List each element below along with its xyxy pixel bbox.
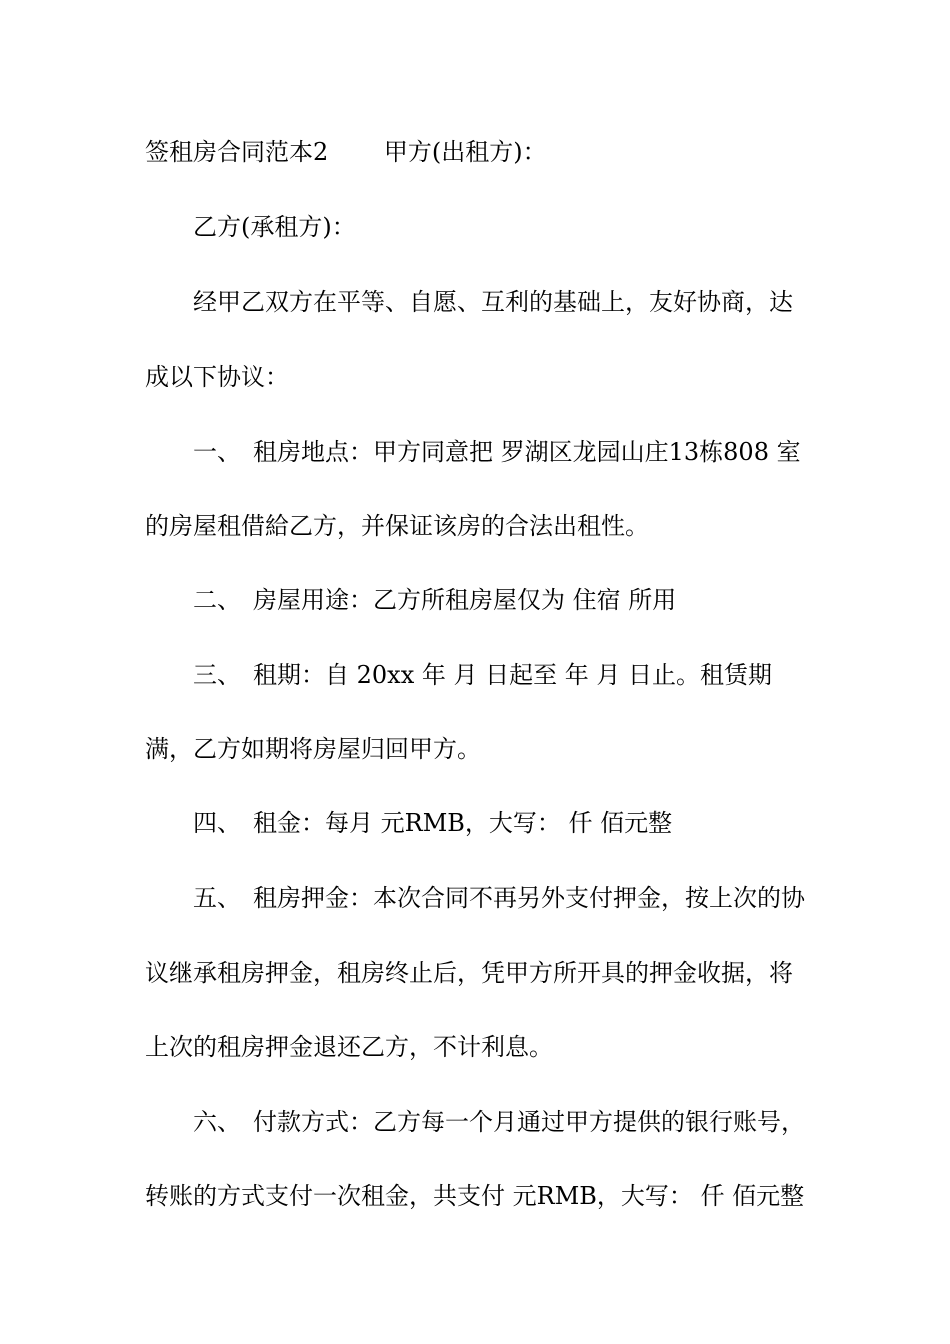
clause-3-line-1: 三、 租期：自 20xx 年 月 日起至 年 月 日止。租赁期	[193, 661, 773, 689]
clause-5-line-3: 上次的租房押金退还乙方，不计利息。	[145, 1033, 553, 1061]
clause-5-line-2: 议继承租房押金，租房终止后，凭甲方所开具的押金收据，将	[145, 959, 793, 987]
clause-1-line-1: 一、 租房地点：甲方同意把 罗湖区龙园山庄13栋808 室	[193, 438, 801, 466]
clause-1-line-2: 的房屋租借給乙方，并保证该房的合法出租性。	[145, 512, 649, 540]
clause-4-line-1: 四、 租金：每月 元RMB，大写： 仟 佰元整	[193, 809, 673, 837]
preamble-line-1: 经甲乙双方在平等、自愿、互利的基础上，友好协商，达	[193, 288, 793, 316]
clause-2-line-1: 二、 房屋用途：乙方所租房屋仅为 住宿 所用	[193, 586, 677, 614]
clause-3-line-2: 满，乙方如期将房屋归回甲方。	[145, 735, 481, 763]
party-b-line: 乙方(承租方)：	[193, 213, 356, 241]
clause-5-line-1: 五、 租房押金：本次合同不再另外支付押金，按上次的协	[193, 884, 805, 912]
preamble-line-2: 成以下协议：	[145, 363, 289, 391]
title-line: 签租房合同范本2 甲方(出租方)：	[145, 138, 547, 166]
clause-6-line-1: 六、 付款方式：乙方每一个月通过甲方提供的银行账号，	[193, 1108, 805, 1136]
clause-6-line-2: 转账的方式支付一次租金，共支付 元RMB，大写： 仟 佰元整	[145, 1182, 805, 1210]
